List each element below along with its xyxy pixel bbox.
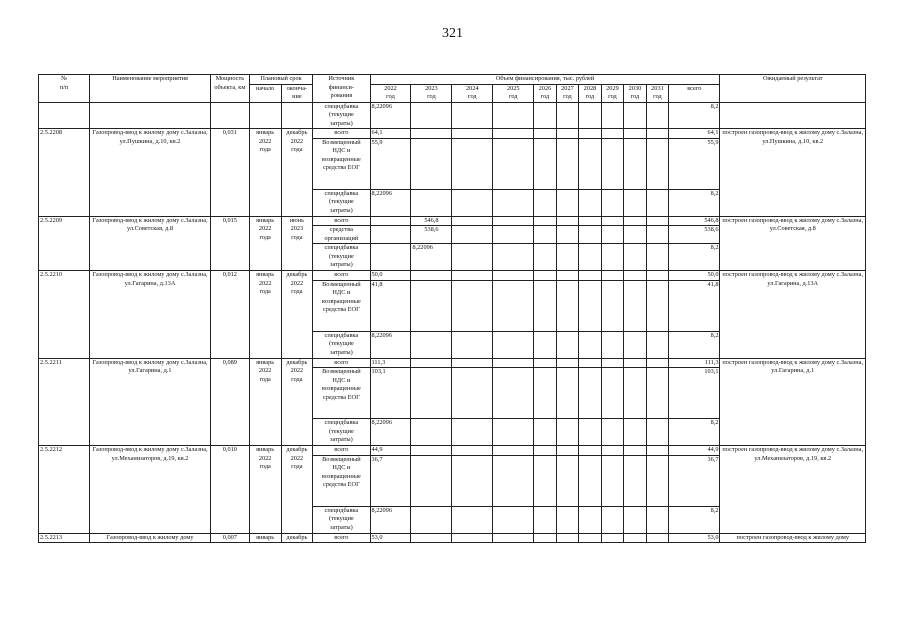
source-cell: спецндбавка (текущие затраты) (313, 331, 370, 358)
value-year (556, 506, 579, 533)
value-year (601, 226, 624, 244)
value-year (624, 244, 647, 271)
source-cell: всего (313, 129, 370, 139)
item-capacity: 0,012 (210, 271, 249, 359)
item-start: январь 2022 года (249, 129, 281, 217)
value-year (534, 271, 557, 281)
value-year (646, 368, 669, 419)
value-2024 (452, 244, 493, 271)
value-year (534, 533, 557, 543)
source-cell: всего (313, 358, 370, 368)
name-cell (90, 102, 211, 129)
item-result: построен газопровод-ввод к жилому дому (720, 533, 866, 543)
source-cell: спецндбавка (текущие затраты) (313, 244, 370, 271)
value-year (646, 455, 669, 506)
item-number: 2.5.2212 (39, 446, 90, 534)
value-year (601, 506, 624, 533)
value-year (646, 446, 669, 456)
source-cell: всего (313, 216, 370, 226)
value-year (579, 226, 602, 244)
item-start: январь 2022 года (249, 216, 281, 271)
value-total: 44,9 (669, 446, 720, 456)
value-2022: 8,22096 (370, 102, 411, 129)
source-cell: спецндбавка (текущие затраты) (313, 189, 370, 216)
value-2023: 8,22096 (411, 244, 452, 271)
header-start: начало (249, 84, 281, 102)
value-year (579, 446, 602, 456)
header-year: 2024 год (452, 84, 493, 102)
table-row (39, 216, 866, 226)
source-cell: спецндбавка (текущие затраты) (313, 102, 370, 129)
item-name: Газопровод-ввод к жилому дому с.Залазна, ул.Механизаторов, д.19, кв.2 (90, 446, 211, 534)
header-volume: Объем финансирования, тыс. рублей (370, 75, 720, 85)
value-total: 8,2 (669, 189, 720, 216)
value-total: 8,2 (669, 419, 720, 446)
value-year (624, 138, 647, 189)
value-total: 546,8 (669, 216, 720, 226)
value-year (556, 368, 579, 419)
value-year (601, 533, 624, 543)
value-total: 50,0 (669, 271, 720, 281)
value-total: 55,9 (669, 138, 720, 189)
table-row (39, 129, 866, 139)
value-year (556, 446, 579, 456)
item-number: 2.5.2211 (39, 358, 90, 446)
value-2022: 44,9 (370, 446, 411, 456)
value-year (624, 280, 647, 331)
value-total: 41,8 (669, 280, 720, 331)
value-2022: 8,22096 (370, 419, 411, 446)
header-capacity: Мощность объекта, км (210, 75, 249, 103)
value-2022 (370, 216, 411, 226)
value-year (579, 533, 602, 543)
value-year (579, 189, 602, 216)
item-end: декабрь 2022 года (281, 446, 313, 534)
value-year (624, 216, 647, 226)
header-year: 2022 год (370, 84, 411, 102)
value-year (579, 419, 602, 446)
header-name: Наименование мероприятия (90, 75, 211, 103)
value-year (534, 446, 557, 456)
table-row (39, 446, 866, 456)
value-year (534, 189, 557, 216)
value-2023 (411, 271, 452, 281)
source-cell: Возмещенный НДС и возвращенные средства ЕОГ (313, 138, 370, 189)
source-cell: Возмещенный НДС и возвращенные средства ЕОГ (313, 280, 370, 331)
item-capacity: 0,015 (210, 216, 249, 271)
value-year (534, 138, 557, 189)
header-year: 2027 год (556, 84, 579, 102)
value-year (579, 129, 602, 139)
value-2023 (411, 102, 452, 129)
item-capacity: 0,007 (210, 533, 249, 543)
value-2025 (493, 189, 534, 216)
header-year: всего (669, 84, 720, 102)
item-start: январь 2022 года (249, 271, 281, 359)
item-name: Газопровод-ввод к жилому дому с.Залазна, ул.Советская, д.8 (90, 216, 211, 271)
value-2023 (411, 419, 452, 446)
value-2023: 546,8 (411, 216, 452, 226)
source-cell: всего (313, 533, 370, 543)
value-2022: 8,22096 (370, 331, 411, 358)
value-year (534, 244, 557, 271)
value-year (556, 216, 579, 226)
value-2022: 55,9 (370, 138, 411, 189)
value-year (646, 244, 669, 271)
value-2025 (493, 271, 534, 281)
value-2024 (452, 129, 493, 139)
value-year (624, 129, 647, 139)
value-total: 53,0 (669, 533, 720, 543)
value-total: 111,3 (669, 358, 720, 368)
header-year: 2026 год (534, 84, 557, 102)
value-2025 (493, 368, 534, 419)
financing-table (38, 74, 866, 543)
value-year (601, 446, 624, 456)
value-year (624, 358, 647, 368)
item-number: 2.5.2208 (39, 129, 90, 217)
item-number: 2.5.2210 (39, 271, 90, 359)
value-year (534, 102, 557, 129)
item-end: декабрь 2022 года (281, 358, 313, 446)
value-year (646, 138, 669, 189)
result-cell (720, 102, 866, 129)
value-total: 103,1 (669, 368, 720, 419)
value-2022 (370, 226, 411, 244)
value-2023 (411, 280, 452, 331)
item-result: построен газопровод-ввод к жилому дому с.Залазна, ул.Механизаторов, д.19, кв.2 (720, 446, 866, 534)
source-cell: средства организаций (313, 226, 370, 244)
value-2025 (493, 138, 534, 189)
value-year (579, 138, 602, 189)
value-year (601, 244, 624, 271)
value-year (646, 189, 669, 216)
value-2023 (411, 533, 452, 543)
value-year (556, 533, 579, 543)
value-2024 (452, 455, 493, 506)
value-2024 (452, 358, 493, 368)
value-2025 (493, 533, 534, 543)
value-total: 64,1 (669, 129, 720, 139)
value-2022: 64,1 (370, 129, 411, 139)
value-2023 (411, 455, 452, 506)
value-2022: 103,1 (370, 368, 411, 419)
value-2024 (452, 138, 493, 189)
value-year (646, 216, 669, 226)
value-2022: 36,7 (370, 455, 411, 506)
value-year (556, 189, 579, 216)
value-year (556, 331, 579, 358)
value-year (556, 138, 579, 189)
value-2025 (493, 102, 534, 129)
value-2025 (493, 506, 534, 533)
item-result: построен газопровод-ввод к жилому дому с.Залазна, ул.Гагарина, д.1 (720, 358, 866, 446)
value-total: 8,2 (669, 506, 720, 533)
value-year (534, 368, 557, 419)
value-year (534, 419, 557, 446)
value-2024 (452, 226, 493, 244)
value-year (579, 358, 602, 368)
table-row (39, 102, 866, 129)
value-2022 (370, 244, 411, 271)
value-2023 (411, 189, 452, 216)
value-2023 (411, 446, 452, 456)
source-cell: всего (313, 271, 370, 281)
value-year (646, 533, 669, 543)
value-year (646, 280, 669, 331)
item-result: построен газопровод-ввод к жилому дому с.Залазна, ул.Пушкина, д.10, кв.2 (720, 129, 866, 217)
source-cell: спецндбавка (текущие затраты) (313, 419, 370, 446)
value-year (556, 455, 579, 506)
value-year (534, 216, 557, 226)
item-name: Газопровод-ввод к жилому дому с.Залазна, ул.Гагарина, д.1 (90, 358, 211, 446)
header-year: 2029 год (601, 84, 624, 102)
value-year (579, 244, 602, 271)
value-2022: 41,8 (370, 280, 411, 331)
num-cell (39, 102, 90, 129)
value-2025 (493, 455, 534, 506)
item-start: январь 2022 года (249, 358, 281, 446)
value-year (534, 506, 557, 533)
item-capacity: 0,010 (210, 446, 249, 534)
header-source: Источник финанси- рования (313, 75, 370, 103)
value-year (646, 102, 669, 129)
value-2024 (452, 506, 493, 533)
value-year (556, 129, 579, 139)
value-2023 (411, 138, 452, 189)
value-total: 36,7 (669, 455, 720, 506)
value-year (579, 455, 602, 506)
value-year (601, 271, 624, 281)
value-year (601, 138, 624, 189)
source-cell: всего (313, 446, 370, 456)
capacity-cell (210, 102, 249, 129)
source-cell: Возмещенный НДС и возвращенные средства ЕОГ (313, 455, 370, 506)
item-start: январь (249, 533, 281, 543)
value-year (534, 455, 557, 506)
value-year (646, 506, 669, 533)
item-end: декабрь 2022 года (281, 271, 313, 359)
value-2023 (411, 506, 452, 533)
item-number: 2.5.2213 (39, 533, 90, 543)
value-2024 (452, 446, 493, 456)
item-capacity: 0,031 (210, 129, 249, 217)
item-end: июнь 2023 года (281, 216, 313, 271)
value-2025 (493, 226, 534, 244)
value-2024 (452, 216, 493, 226)
value-year (601, 216, 624, 226)
value-2025 (493, 244, 534, 271)
value-year (579, 216, 602, 226)
item-number: 2.5.2209 (39, 216, 90, 271)
item-end: декабрь (281, 533, 313, 543)
header-result: Ожидаемый результат (720, 75, 866, 103)
table-row (39, 358, 866, 368)
item-result: построен газопровод-ввод к жилому дому с.Залазна, ул.Советская, д.8 (720, 216, 866, 271)
value-2024 (452, 368, 493, 419)
value-2025 (493, 331, 534, 358)
item-name: Газопровод-ввод к жилому дому с.Залазна, ул.Пушкина, д.10, кв.2 (90, 129, 211, 217)
header-year: 2028 год (579, 84, 602, 102)
value-year (556, 280, 579, 331)
source-cell: Возмещенный НДС и возвращенные средства ЕОГ (313, 368, 370, 419)
value-year (646, 331, 669, 358)
item-name: Газопровод-ввод к жилому дому с.Залазна, ул.Гагарина, д.13А (90, 271, 211, 359)
start-cell (249, 102, 281, 129)
value-2022: 53,0 (370, 533, 411, 543)
value-year (646, 271, 669, 281)
value-year (601, 455, 624, 506)
value-2025 (493, 216, 534, 226)
value-year (579, 506, 602, 533)
value-year (601, 419, 624, 446)
value-year (601, 280, 624, 331)
value-total: 8,2 (669, 102, 720, 129)
item-capacity: 0,089 (210, 358, 249, 446)
value-2024 (452, 280, 493, 331)
value-year (556, 419, 579, 446)
value-2022: 8,22096 (370, 506, 411, 533)
value-total: 8,2 (669, 331, 720, 358)
value-year (601, 129, 624, 139)
value-year (624, 226, 647, 244)
header-year: 2025 год (493, 84, 534, 102)
value-year (624, 102, 647, 129)
header-year: 2031 год (646, 84, 669, 102)
value-year (556, 102, 579, 129)
value-total: 538,6 (669, 226, 720, 244)
value-year (579, 368, 602, 419)
item-result: построен газопровод-ввод к жилому дому с.Залазна, ул.Гагарина, д.13А (720, 271, 866, 359)
value-year (579, 271, 602, 281)
value-year (534, 129, 557, 139)
value-year (624, 368, 647, 419)
header-year: 2030 год (624, 84, 647, 102)
value-year (556, 244, 579, 271)
value-year (534, 226, 557, 244)
value-2024 (452, 533, 493, 543)
table-row (39, 271, 866, 281)
value-year (579, 331, 602, 358)
value-2022: 8,22096 (370, 189, 411, 216)
value-year (534, 280, 557, 331)
value-2022: 111,3 (370, 358, 411, 368)
value-year (624, 533, 647, 543)
value-total: 8,2 (669, 244, 720, 271)
value-year (556, 358, 579, 368)
value-year (624, 189, 647, 216)
value-year (601, 368, 624, 419)
value-2023 (411, 358, 452, 368)
value-2024 (452, 331, 493, 358)
value-2025 (493, 129, 534, 139)
page-number: 321 (442, 26, 463, 41)
value-2023 (411, 368, 452, 419)
value-year (579, 280, 602, 331)
value-year (624, 331, 647, 358)
end-cell (281, 102, 313, 129)
value-2025 (493, 446, 534, 456)
value-year (556, 226, 579, 244)
value-year (601, 102, 624, 129)
value-2024 (452, 189, 493, 216)
item-end: декабрь 2022 года (281, 129, 313, 217)
value-2024 (452, 102, 493, 129)
value-year (601, 331, 624, 358)
value-2022: 50,0 (370, 271, 411, 281)
value-year (624, 506, 647, 533)
value-year (579, 102, 602, 129)
value-year (624, 455, 647, 506)
table-row (39, 533, 866, 543)
value-2025 (493, 358, 534, 368)
value-year (646, 358, 669, 368)
source-cell: спецндбавка (текущие затраты) (313, 506, 370, 533)
value-2023 (411, 129, 452, 139)
value-2025 (493, 419, 534, 446)
header-end: оконча- ние (281, 84, 313, 102)
value-year (624, 446, 647, 456)
value-year (646, 226, 669, 244)
value-year (534, 358, 557, 368)
value-2024 (452, 271, 493, 281)
value-2025 (493, 280, 534, 331)
value-year (624, 271, 647, 281)
value-year (534, 331, 557, 358)
value-year (624, 419, 647, 446)
value-year (646, 129, 669, 139)
value-year (601, 189, 624, 216)
header-period: Плановый срок (249, 75, 312, 85)
value-year (646, 419, 669, 446)
value-2024 (452, 419, 493, 446)
value-year (601, 358, 624, 368)
value-year (556, 271, 579, 281)
header-num: № п/п (39, 75, 90, 103)
item-name: Газопровод-ввод к жилому дому (90, 533, 211, 543)
value-2023: 538,6 (411, 226, 452, 244)
value-2023 (411, 331, 452, 358)
item-start: январь 2022 года (249, 446, 281, 534)
header-year: 2023 год (411, 84, 452, 102)
